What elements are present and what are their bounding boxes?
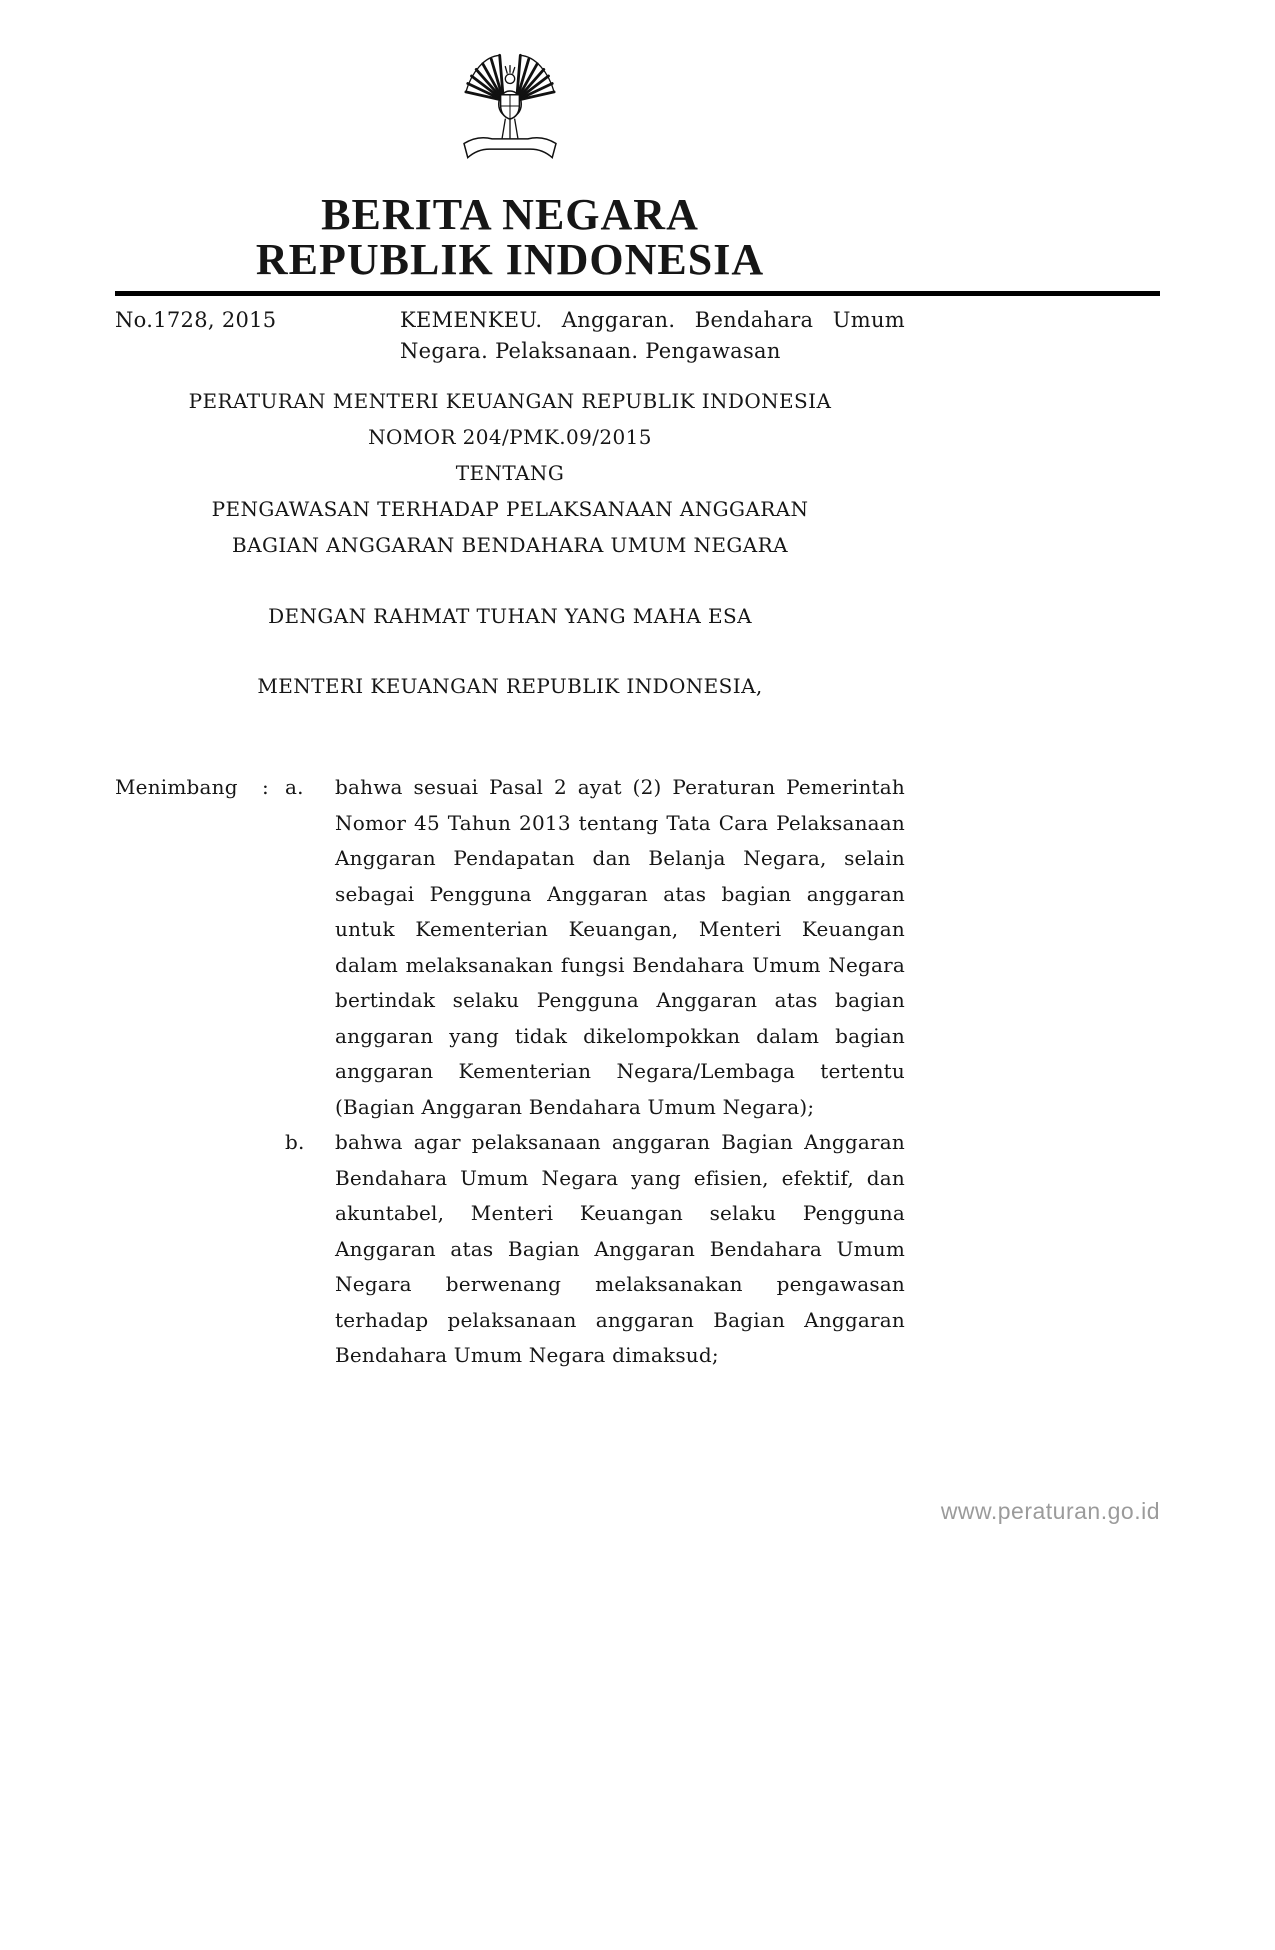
subject-keywords bbox=[400, 305, 905, 367]
masthead-line-1: BERITA NEGARA bbox=[321, 190, 699, 239]
regulation-number: NOMOR 204/PMK.09/2015 bbox=[368, 425, 652, 449]
subject-line-1: KEMENKEU. Anggaran. Bendahara Umum bbox=[400, 308, 905, 332]
regulation-about-label: TENTANG bbox=[455, 461, 565, 485]
invocation-line: DENGAN RAHMAT TUHAN YANG MAHA ESA bbox=[268, 604, 752, 628]
regulation-title-line-1: PERATURAN MENTERI KEUANGAN REPUBLIK INDONESIA bbox=[188, 389, 832, 413]
item-letter-a: a. bbox=[285, 775, 304, 799]
considering-label: Menimbang bbox=[115, 775, 238, 799]
document-content bbox=[115, 0, 1160, 1374]
considering-item-b bbox=[115, 1125, 905, 1374]
considering-item-a bbox=[115, 770, 905, 1125]
regulation-subject-line-2: BAGIAN ANGGARAN BENDAHARA UMUM NEGARA bbox=[232, 533, 788, 557]
regulation-subject-line-1: PENGAWASAN TERHADAP PELAKSANAAN ANGGARAN bbox=[211, 497, 809, 521]
item-text-a: bahwa sesuai Pasal 2 ayat (2) Peraturan Pemerintah Nomor 45 Tahun 2013 tentang Tata Cara Pelaksanaan Anggaran Pendapatan dan Belanja Negara, selain sebagai Pengguna Anggaran atas bagian anggaran untuk Kementerian Keuangan, Menteri Keuangan dalam melaksanakan fungsi Bendahara Umum Negara bertindak selaku Pengguna Anggaran atas bagian anggaran yang tidak dikelompokkan dalam bagian anggaran Kementerian Negara/Lembaga tertentu (Bagian Anggaran Bendahara Umum Negara); bbox=[335, 775, 905, 1119]
masthead-line-2: REPUBLIK INDONESIA bbox=[255, 235, 765, 284]
divider-rule bbox=[115, 291, 1160, 296]
issue-number: No.1728, 2015 bbox=[115, 308, 277, 332]
item-letter-b: b. bbox=[285, 1130, 305, 1154]
emblem-row bbox=[115, 0, 905, 172]
considering-colon: : bbox=[262, 775, 269, 799]
item-text-b: bahwa agar pelaksanaan anggaran Bagian Anggaran Bendahara Umum Negara yang efisien, efektif, dan akuntabel, Menteri Keuangan selaku Pengguna Anggaran atas Bagian Anggaran Bendahara Umum Negara berwenang melaksanakan pengawasan terhadap pelaksanaan anggaran Bagian Anggaran Bendahara Umum Negara dimaksud; bbox=[335, 1130, 905, 1367]
masthead-title bbox=[115, 192, 905, 282]
garuda-emblem bbox=[449, 44, 571, 168]
considering-section bbox=[115, 770, 905, 1374]
watermark: www.peraturan.go.id bbox=[940, 1498, 1160, 1524]
authority-line: MENTERI KEUANGAN REPUBLIK INDONESIA, bbox=[257, 674, 763, 698]
subject-line-2: Negara. Pelaksanaan. Pengawasan bbox=[400, 339, 781, 363]
regulation-title-block bbox=[115, 383, 905, 563]
issue-row bbox=[115, 305, 905, 367]
